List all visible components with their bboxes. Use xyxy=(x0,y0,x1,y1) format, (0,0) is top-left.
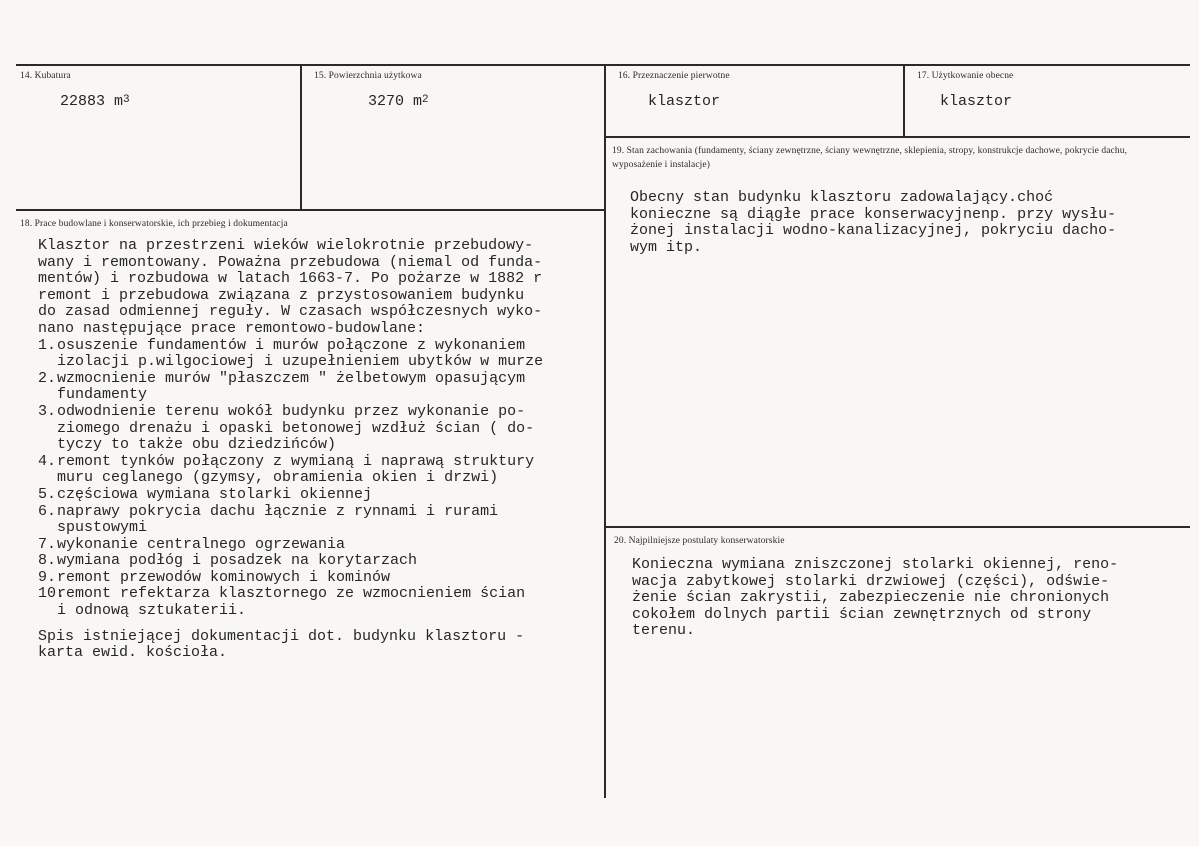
field-14-value xyxy=(60,94,130,112)
field-18-intro-line: wany i remontowany. Poważna przebudowa (niemal od funda- xyxy=(38,253,543,271)
field-20-text xyxy=(632,557,1118,640)
work-item-line: remont refektarza klasztornego ze wzmocnieniem ścian xyxy=(57,585,526,603)
rule-above-18 xyxy=(16,209,604,211)
work-item-2 xyxy=(38,371,543,404)
work-item-line: naprawy pokrycia dachu łącznie z rynnami i rurami xyxy=(57,502,499,520)
field-14-label: 14. Kubatura xyxy=(20,71,71,81)
field-16-label: 16. Przeznaczenie pierwotne xyxy=(618,71,730,81)
area-unit-exponent: 2 xyxy=(422,94,429,106)
work-item-line: fundamenty xyxy=(57,386,148,404)
field-19-line: żonej instalacji wodno-kanalizacyjnej, pokryciu dacho- xyxy=(630,222,1117,240)
field-19-line: wym itp. xyxy=(630,238,703,256)
work-item-line: ziomego drenażu i opaski betonowej wzdłuż ścian ( do- xyxy=(57,419,535,437)
work-item-9 xyxy=(38,570,543,587)
work-item-4 xyxy=(38,454,543,487)
area-value: 3270 m xyxy=(368,93,423,110)
field-18-intro-line: mentów) i rozbudowa w latach 1663-7. Po pożarze w 1882 r xyxy=(38,270,543,288)
field-19-line: konieczne są diągłe prace konserwacyjnenp. przy wysłu- xyxy=(630,205,1117,223)
volume-value: 22883 m xyxy=(60,93,124,110)
work-item-line: remont przewodów kominowych i kominów xyxy=(57,568,391,586)
work-item-line: muru ceglanego (gzymsy, obramienia okien i drzwi) xyxy=(57,469,499,487)
documentation-line: karta ewid. kościoła. xyxy=(38,644,228,662)
field-18-intro-line: remont i przebudowa związana z przystosowaniem budynku xyxy=(38,286,525,304)
work-item-number: 4. xyxy=(38,452,57,470)
field-18-label: 18. Prace budowlane i konserwatorskie, ich przebieg i dokumentacja xyxy=(20,219,288,229)
work-item-10 xyxy=(38,586,543,619)
work-item-7 xyxy=(38,537,543,554)
work-item-line: remont tynków połączony z wymianą i naprawą struktury xyxy=(57,452,535,470)
divider-16-17 xyxy=(903,64,905,136)
field-19-line: Obecny stan budynku klasztoru zadowalający.choć xyxy=(630,189,1054,206)
field-20-label: 20. Najpilniejsze postulaty konserwatorskie xyxy=(614,536,785,546)
field-20-line: żenie ścian zakrystii, zabezpieczenie nie chronionych xyxy=(632,589,1110,607)
work-item-number: 2. xyxy=(38,369,57,387)
work-item-number: 10. xyxy=(38,585,66,603)
field-18-intro-line: Klasztor na przestrzeni wieków wielokrotnie przebudowy- xyxy=(38,237,534,254)
rule-above-19 xyxy=(604,136,1190,138)
work-item-line: odwodnienie terenu wokół budynku przez wykonanie po- xyxy=(57,402,526,420)
field-17-label: 17. Użytkowanie obecne xyxy=(917,71,1014,81)
work-item-line: tyczy to także obu dziedzińców) xyxy=(57,436,337,454)
field-19-label: 19. Stan zachowania (fundamenty, ściany zewnętrzne, ściany wewnętrzne, sklepienia, stropy, konstrukcje dachowe, pokrycie dachu, wyposażenie i instalacje) xyxy=(612,146,1128,170)
work-item-number: 5. xyxy=(38,485,57,503)
work-item-number: 6. xyxy=(38,502,57,520)
work-item-number: 3. xyxy=(38,402,57,420)
work-item-number: 9. xyxy=(38,568,57,586)
field-17-value: klasztor xyxy=(940,93,1013,110)
work-item-line: wykonanie centralnego ogrzewania xyxy=(57,535,346,553)
work-item-line: izolacji p.wilgociowej i uzupełnieniem ubytków w murze xyxy=(57,353,544,371)
field-20-line: wacja zabytkowej stolarki drzwiowej (części), odświe- xyxy=(632,572,1110,590)
work-item-6 xyxy=(38,504,543,537)
work-item-line: częściowa wymiana stolarki okiennej xyxy=(57,485,373,503)
work-item-number: 7. xyxy=(38,535,57,553)
work-item-line: i odnową sztukaterii. xyxy=(57,602,247,620)
work-item-line: osuszenie fundamentów i murów połączone z wykonaniem xyxy=(57,336,526,354)
documentation-line: Spis istniejącej dokumentacji dot. budynku klasztoru - xyxy=(38,627,525,645)
field-19-text xyxy=(630,190,1116,256)
divider-14-15 xyxy=(300,64,302,210)
rule-above-20 xyxy=(604,526,1190,528)
work-item-number: 8. xyxy=(38,552,57,570)
field-15-value xyxy=(368,94,429,112)
top-rule xyxy=(16,64,1190,66)
work-item-line: spustowymi xyxy=(57,519,148,537)
field-20-line: Konieczna wymiana zniszczonej stolarki okiennej, reno- xyxy=(632,556,1119,573)
field-20-line: cokołem dolnych partii ścian zewnętrznych od strony xyxy=(632,605,1092,623)
field-15-label: 15. Powierzchnia użytkowa xyxy=(314,71,422,81)
field-18-intro-line: nano następujące prace remontowo-budowlane: xyxy=(38,319,426,337)
work-item-8 xyxy=(38,553,543,570)
work-item-5 xyxy=(38,487,543,504)
center-divider xyxy=(604,64,606,798)
work-item-number: 1. xyxy=(38,336,57,354)
work-item-1 xyxy=(38,338,543,371)
work-item-3 xyxy=(38,404,543,454)
field-20-line: terenu. xyxy=(632,622,696,640)
field-18-text xyxy=(38,238,543,662)
field-16-value: klasztor xyxy=(648,93,721,110)
volume-unit-exponent: 3 xyxy=(123,94,130,106)
field-18-intro-line: do zasad odmiennej reguły. W czasach współczesnych wyko- xyxy=(38,303,543,321)
work-item-line: wzmocnienie murów "płaszczem " żelbetowym opasującym xyxy=(57,369,526,387)
work-item-line: wymiana podłóg i posadzek na korytarzach xyxy=(57,552,418,570)
